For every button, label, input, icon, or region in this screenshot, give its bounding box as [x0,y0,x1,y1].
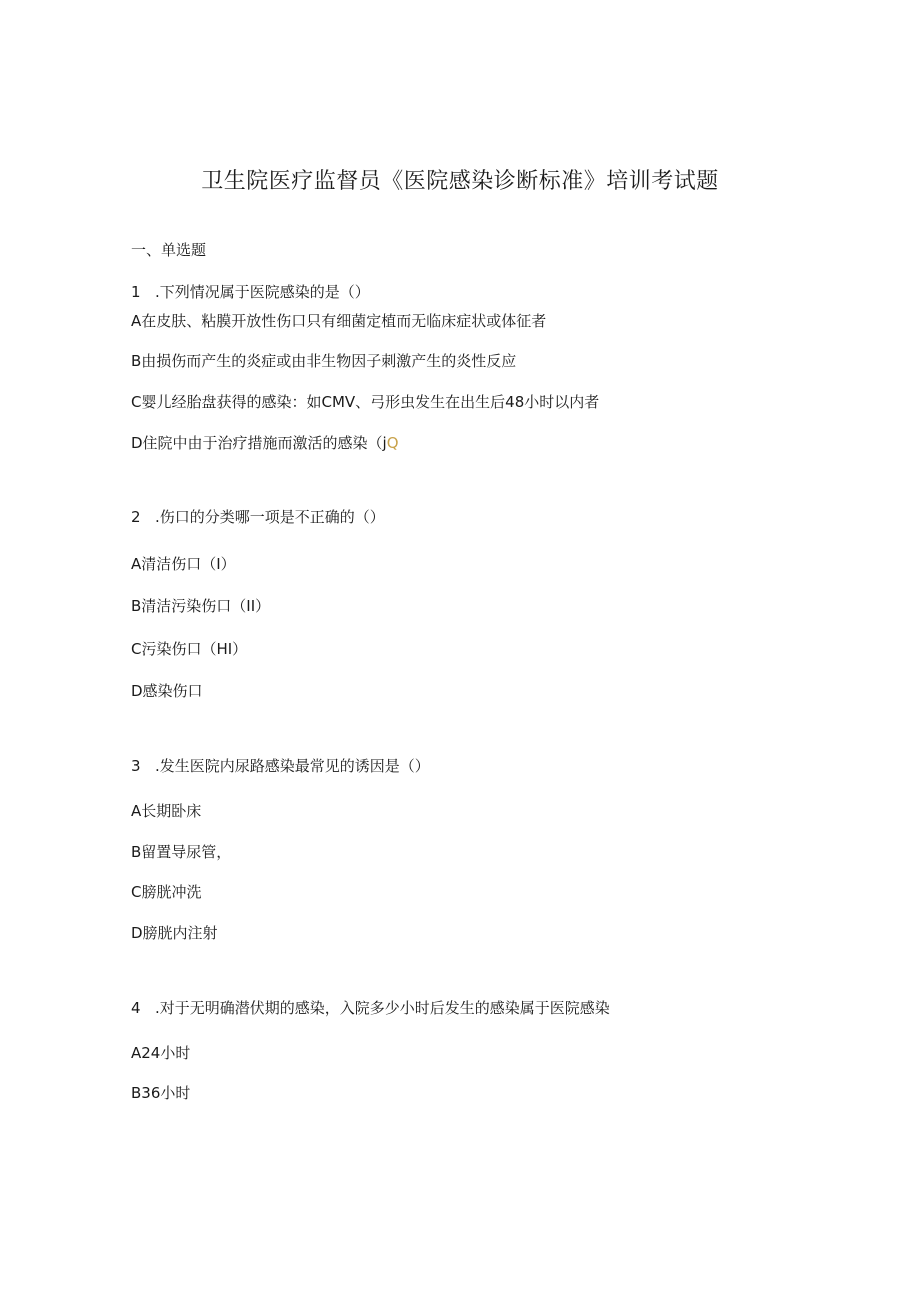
q1-option-d [131,433,399,453]
question-4 [131,998,610,1018]
question-text: .发生医院内尿路感染最常见的诱因是（） [155,757,430,775]
q4-option-b: B36小时 [131,1084,191,1102]
document-title: 卫生院医疗监督员《医院感染诊断标准》培训考试题 [201,169,719,194]
q3-option-c: C膀胱冲洗 [131,883,202,901]
question-text: .对于无明确潜伏期的感染，入院多少小时后发生的感染属于医院感染 [155,999,610,1017]
question-number: 4 [131,999,141,1017]
question-number: 3 [131,757,141,775]
q3-option-d: D膀胱内注射 [131,924,218,942]
q1-option-c: C婴儿经胎盘获得的感染：如CMV、弓形虫发生在出生后48小时以内者 [131,393,600,411]
question-2 [131,507,385,527]
q2-option-d: D感染伤口 [131,682,203,700]
q1-option-d-mark: Q [386,434,399,452]
q1-option-b: B由损伤而产生的炎症或由非生物因子刺激产生的炎性反应 [131,352,517,370]
question-text: .伤口的分类哪一项是不正确的（） [155,508,385,526]
q2-option-c: C污染伤口（HI） [131,640,248,658]
question-number: 2 [131,508,141,526]
question-text: .下列情况属于医院感染的是（） [155,283,370,301]
q3-option-a: A长期卧床 [131,802,202,820]
q1-option-a: A在皮肤、粘膜开放性伤口只有细菌定植而无临床症状或体征者 [131,312,547,330]
q2-option-a: A清洁伤口（I） [131,555,236,573]
q3-option-b: B留置导尿管， [131,843,232,861]
section-heading: 一、单选题 [131,241,207,259]
question-3 [131,756,430,776]
q4-option-a: A24小时 [131,1044,191,1062]
q1-option-d-text: D住院中由于治疗措施而激活的感染（j [131,434,387,452]
question-number: 1 [131,283,141,301]
q2-option-b: B清洁污染伤口（II） [131,597,271,615]
question-1 [131,282,370,302]
